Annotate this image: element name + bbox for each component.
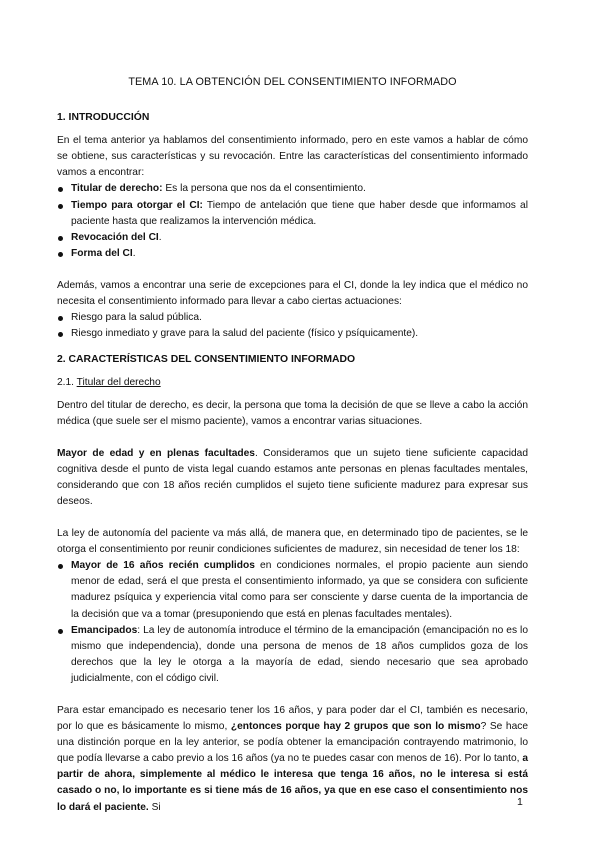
mayor-edad-text: . Consideramos que un sujeto tiene suficiente capacidad cognitiva desde el punto de vista legal cuando estamos ante personas en plenas facultades mentales, considerando que con 18 años recién cumplidos el sujeto tiene suficiente madurez para expresar sus deseos.: [57, 447, 528, 507]
list-item-term: Tiempo para otorgar el CI:: [71, 199, 203, 211]
autonomia-paragraph: La ley de autonomía del paciente va más allá, de manera que, en determinado tipo de pacientes, se le otorga el consentimiento por reunir condiciones suficientes de madurez, sin necesidad de tener los 18:: [57, 528, 528, 556]
exceptions-paragraph: Además, vamos a encontrar una serie de excepciones para el CI, donde la ley indica que el médico no necesita el consentimiento informado para llevar a cabo ciertas actuaciones:: [57, 279, 528, 308]
page-number: 1: [517, 796, 523, 808]
subsection-heading: [57, 375, 528, 391]
subsection-number: 2.1.: [57, 377, 77, 389]
list-item-text: en condiciones normales, el propio paciente aun siendo menor de edad, será el que presta el consentimiento informado, ya que se considera con suficiente madurez psíquica y experiencia vital como para ser consciente y darse cuenta de la importancia de la decisión que va a tomar (presuponiendo que está en plenas facultades mentales).: [71, 560, 528, 620]
paragraph-text: Para estar emancipado es necesario tener los 16 años, y para poder dar el CI, también es necesario, por lo que es básicamente lo mismo,: [57, 705, 528, 733]
exceptions-list: [57, 310, 528, 342]
list-item: [57, 558, 528, 622]
document-body: [57, 74, 528, 816]
document-title: TEMA 10. LA OBTENCIÓN DEL CONSENTIMIENTO INFORMADO: [128, 76, 457, 88]
paragraph-emphasis: ¿entonces porque hay 2 grupos que son lo mismo: [230, 721, 481, 733]
titular-paragraph: Dentro del titular de derecho, es decir, la persona que toma la decisión de que se lleve a cabo la acción médica (que suele ser el mismo paciente), vamos a encontrar varias situaciones.: [57, 399, 528, 427]
emancipacion-paragraph: [57, 703, 528, 816]
section-heading-introduccion: 1. INTRODUCCIÓN: [57, 112, 150, 124]
autonomia-list: [57, 558, 528, 687]
list-item-text: .: [132, 247, 136, 259]
section-heading-caracteristicas: 2. CARACTERÍSTICAS DEL CONSENTIMIENTO INFORMADO: [57, 354, 356, 366]
list-item-text: : La ley de autonomía introduce el término de la emancipación (emancipación no es lo mismo que independencia), donde una persona de menos de 18 años cumplidos goza de los derechos que la ley le otorga a la mayoría de edad, siendo necesario que sea aprobado judicialmente, con el código civil.: [71, 624, 528, 684]
list-item: [57, 198, 528, 230]
intro-paragraph: En el tema anterior ya hablamos del consentimiento informado, pero en este vamos a hablar de cómo se obtiene, sus características y su revocación. Entre las características del consentimiento informado vamos a encontrar:: [57, 135, 528, 179]
list-item-term: Mayor de 16 años recién cumplidos: [71, 560, 255, 572]
paragraph-emphasis: a partir de ahora, simplemente al médico le interesa que tenga 16 años, no le interesa si está casado o no, lo importante es si tiene más de 16 años, ya que en ese caso el consentimiento nos lo dará el paciente.: [57, 753, 528, 813]
list-item-term: Forma del CI: [71, 247, 133, 259]
paragraph-text: Si: [148, 801, 161, 813]
list-item-term: Emancipados: [71, 624, 138, 636]
mayor-edad-term: Mayor de edad y en plenas facultades: [57, 447, 255, 459]
list-item: [57, 230, 528, 246]
list-item-text: Tiempo de antelación que tiene que haber desde que informamos al paciente hasta que realizamos la intervención médica.: [71, 199, 528, 227]
list-item: [57, 246, 528, 262]
characteristics-list: [57, 181, 528, 261]
list-item: Riesgo inmediato y grave para la salud del paciente (físico y psíquicamente).: [57, 326, 528, 342]
list-item: [57, 623, 528, 687]
list-item: Riesgo para la salud pública.: [57, 310, 528, 326]
list-item: [57, 181, 528, 197]
mayor-edad-paragraph: [57, 446, 528, 510]
list-item-term: Titular de derecho:: [71, 183, 163, 195]
paragraph-text: ? Se hace una distinción porque en la ley anterior, se podía obtener la emancipación contrayendo matrimonio, lo que podía llevarse a cabo previo a los 16 años (ya no te puedes casar con menos de 16). Por lo tanto,: [57, 721, 528, 765]
list-item-term: Revocación del CI: [71, 231, 159, 243]
list-item-text: .: [158, 231, 162, 243]
subsection-title: Titular del derecho: [76, 377, 161, 389]
list-item-text: Es la persona que nos da el consentimiento.: [162, 183, 366, 195]
